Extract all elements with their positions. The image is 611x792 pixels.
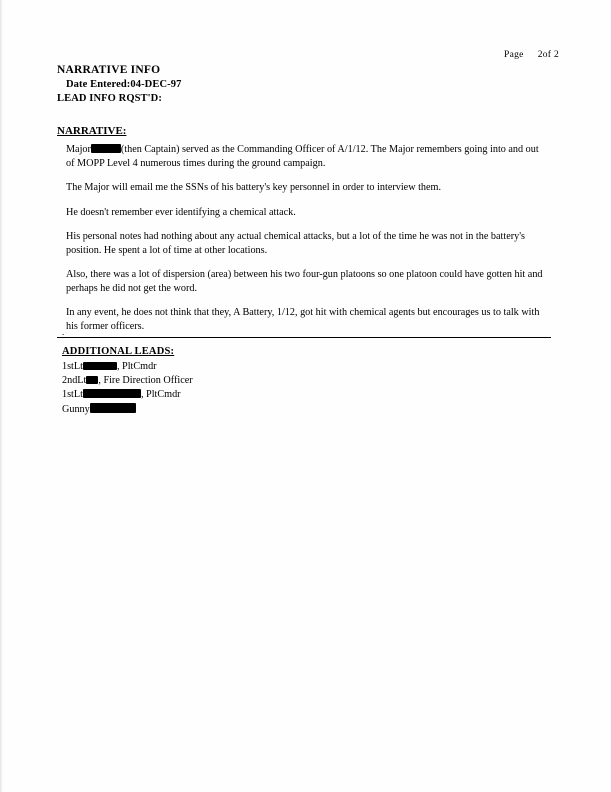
- narrative-heading: NARRATIVE:: [57, 125, 127, 137]
- narrative-paragraph: [66, 143, 546, 170]
- narrative-paragraph: Also, there was a lot of dispersion (area) between his two four-gun platoons so one platoon could have gotten hit and perhaps he did not get the word.: [66, 269, 543, 294]
- page-number-value: 2of 2: [537, 50, 559, 60]
- redaction-block: [86, 376, 98, 384]
- narrative-paragraph: He doesn't remember ever identifying a chemical attack.: [66, 206, 296, 218]
- section-divider: [57, 337, 551, 338]
- redaction-block: [83, 389, 141, 398]
- date-entered-line: Date Entered:04-DEC-97: [66, 79, 182, 90]
- lead-rank: 1stLt: [62, 360, 83, 372]
- lead-role: , Fire Direction Officer: [98, 374, 193, 386]
- page-number: [504, 50, 559, 60]
- additional-leads-section: [62, 341, 362, 416]
- document-body: [57, 64, 555, 333]
- lead-rank: Gunny: [62, 403, 90, 415]
- additional-leads-title: ADDITIONAL LEADS:: [62, 346, 175, 357]
- lead-info-line: LEAD INFO RQST'D:: [57, 93, 162, 104]
- stray-mark: .: [62, 327, 65, 337]
- redaction-block: [91, 144, 121, 153]
- page-edge-shadow: [0, 0, 3, 792]
- lead-item: [62, 403, 362, 417]
- narrative-paragraph: The Major will email me the SSNs of his battery's key personnel in order to interview them.: [66, 182, 442, 193]
- lead-item: [62, 389, 362, 402]
- paragraph-post-text: (then Captain) served as the Commanding Officer of A/1/12. The Major remembers going into and out of MOPP Level 4 numerous times during the ground campaign.: [66, 144, 539, 169]
- page-number-label: Page: [504, 50, 524, 60]
- lead-role: , PltCmdr: [140, 388, 181, 400]
- paragraph-pre-text: Major: [66, 144, 91, 155]
- lead-rank: 1stLt: [62, 388, 83, 400]
- lead-rank: 2ndLt: [62, 374, 87, 386]
- redaction-block: [90, 403, 136, 413]
- narrative-info-title: NARRATIVE INFO: [57, 64, 161, 76]
- narrative-paragraph: His personal notes had nothing about any actual chemical attacks, but a lot of the time he was not in the battery's position. He spent a lot of time at other locations.: [66, 231, 526, 256]
- lead-item: [62, 361, 362, 374]
- lead-item: [62, 375, 362, 388]
- narrative-paragraph: In any event, he does not think that they, A Battery, 1/12, got hit with chemical agents but encourages us to talk with his former officers.: [66, 307, 540, 332]
- redaction-block: [83, 362, 117, 370]
- lead-role: , PltCmdr: [116, 360, 157, 372]
